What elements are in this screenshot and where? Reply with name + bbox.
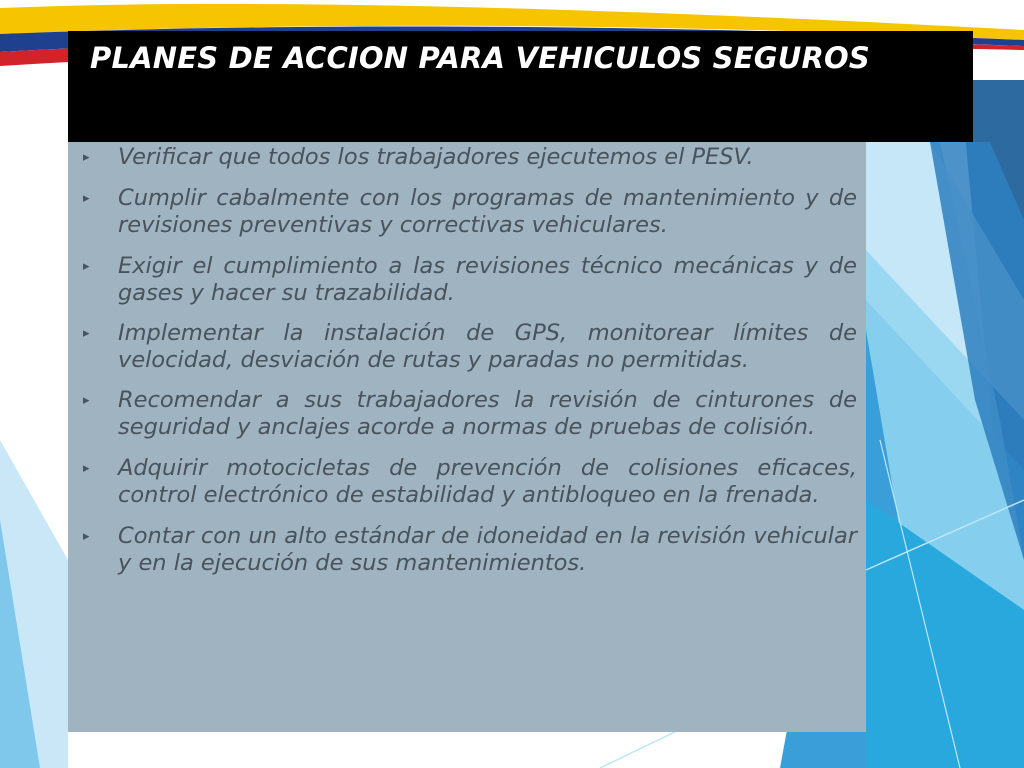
bullet-text: Exigir el cumplimiento a las revisiones técnico mecánicas y de gases y hacer su trazabilidad. (118, 253, 857, 306)
bullet-marker-icon: ▸ (83, 150, 90, 165)
bullet-item (68, 523, 866, 577)
title-bar (68, 31, 973, 142)
bullet-marker-icon: ▸ (83, 259, 90, 274)
bullet-list (68, 144, 866, 591)
bullet-marker-icon: ▸ (83, 191, 90, 206)
slide-title: PLANES DE ACCION PARA VEHICULOS SEGUROS (90, 41, 870, 75)
bullet-item (68, 185, 866, 239)
bullet-text: Cumplir cabalmente con los programas de mantenimiento y de revisiones preventivas y correctivas vehiculares. (118, 185, 857, 238)
bullet-text: Recomendar a sus trabajadores la revisión de cinturones de seguridad y anclajes acorde a normas de pruebas de colisión. (118, 387, 857, 440)
bullet-text: Implementar la instalación de GPS, monitorear límites de velocidad, desviación de rutas y paradas no permitidas. (118, 320, 857, 373)
bullet-marker-icon: ▸ (83, 393, 90, 408)
bullet-item (68, 320, 866, 374)
bullet-item (68, 144, 866, 171)
bullet-marker-icon: ▸ (83, 529, 90, 544)
bullet-item (68, 387, 866, 441)
bullet-marker-icon: ▸ (83, 461, 90, 476)
bullet-text: Verificar que todos los trabajadores ejecutemos el PESV. (118, 144, 754, 170)
bullet-item (68, 253, 866, 307)
bullet-text: Adquirir motocicletas de prevención de colisiones eficaces, control electrónico de estabilidad y antibloqueo en la frenada. (118, 455, 857, 508)
content-box (68, 142, 866, 732)
bullet-marker-icon: ▸ (83, 326, 90, 341)
bullet-item (68, 455, 866, 509)
bullet-text: Contar con un alto estándar de idoneidad en la revisión vehicular y en la ejecución de sus mantenimientos. (118, 523, 857, 576)
